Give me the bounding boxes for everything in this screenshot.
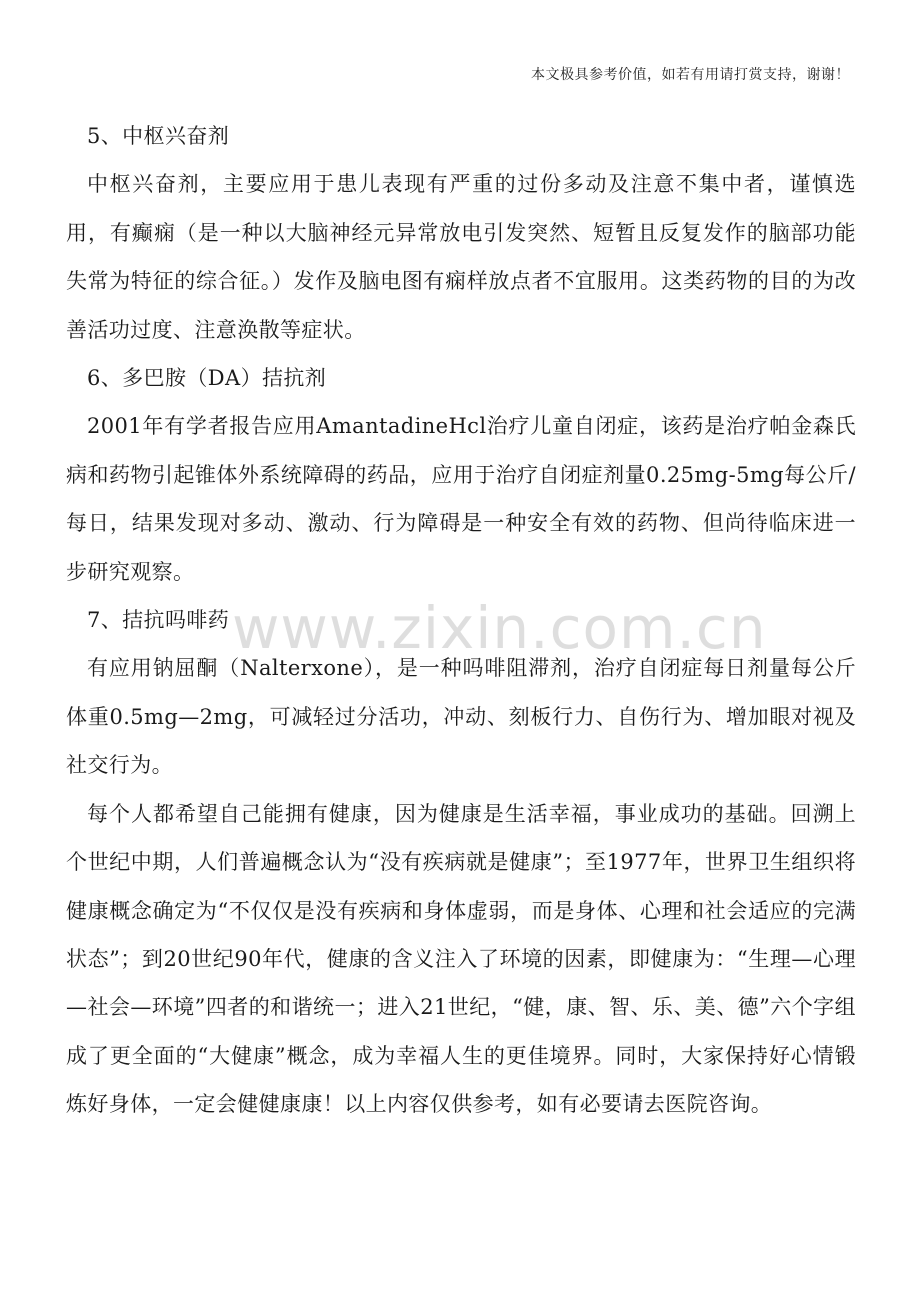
section-heading-6: 6、多巴胺（DA）拮抗剂 [87, 366, 327, 391]
section-heading-5: 5、中枢兴奋剂 [87, 124, 230, 148]
paragraph-dopamine-antagonist: 2001年有学者报告应用AmantadineHcl治疗儿童自闭症，该药是治疗帕金森氏病和药物引起锥体外系统障碍的药品，应用于治疗自闭症剂量0.25mg-5mg每公斤/每日，结果发现对多动、激动、行为障碍是一种安全有效的药物、但尚待临床进一步研究观察。 [66, 414, 856, 584]
section-heading-7: 7、拮抗吗啡药 [87, 608, 230, 633]
watermark: www.zixin.com.cn [232, 594, 767, 662]
header-note: 本文极具参考价值，如若有用请打赏支持，谢谢！ [531, 67, 850, 83]
document-body [66, 112, 856, 1129]
paragraph-stimulants: 中枢兴奋剂，主要应用于患儿表现有严重的过份多动及注意不集中者，谨慎选用，有癫痫（是一种以大脑神经元异常放电引发突然、短暂且反复发作的脑部功能失常为特征的综合征。）发作及脑电图有痫样放点者不宜服用。这类药物的目的为改善活功过度、注意涣散等症状。 [66, 172, 856, 342]
paragraph-morphine-antagonist: 有应用钠屈酮（Nalterxone），是一种吗啡阻滞剂，治疗自闭症每日剂量每公斤体重0.5mg—2mg，可减轻过分活功，冲动、刻板行力、自伤行为、增加眼对视及社交行为。 [66, 656, 856, 778]
paragraph-health-closing: 每个人都希望自己能拥有健康，因为健康是生活幸福，事业成功的基础。回溯上个世纪中期，人们普遍概念认为“没有疾病就是健康”；至1977年，世界卫生组织将健康概念确定为“不仅仅是没有疾病和身体虚弱，而是身体、心理和社会适应的完满状态”；到20世纪90年代，健康的含义注入了环境的因素，即健康为：“生理—心理—社会—环境”四者的和谐统一；进入21世纪，“健，康、智、乐、美、德”六个字组成了更全面的“大健康”概念，成为幸福人生的更佳境界。同时，大家保持好心情锻炼好身体，一定会健健康康！以上内容仅供参考，如有必要请去医院咨询。 [66, 801, 856, 1117]
